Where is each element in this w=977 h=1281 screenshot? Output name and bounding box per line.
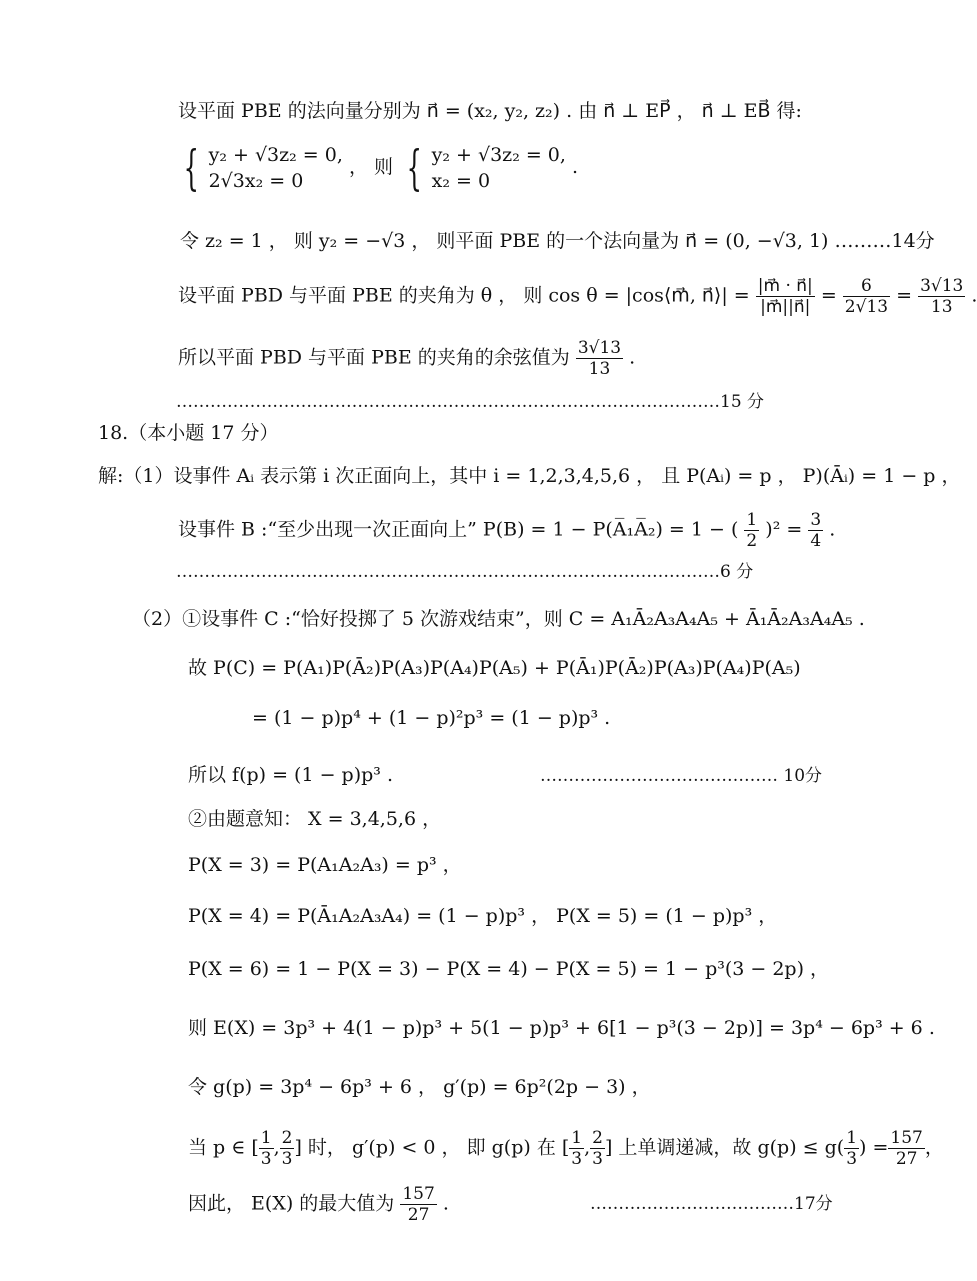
half-fraction [744,510,759,551]
fraction-numerator: 1 [260,1128,272,1148]
event-b-probability [178,510,835,551]
fraction-numerator: |m⃗ · n⃗| [757,276,813,296]
equals-sign: = [896,284,913,307]
conclusion-fraction [576,338,623,379]
g-function: 令 g(p) = 3p⁴ − 6p³ + 6 ， g′(p) = 6p²(2p − 3) ， [188,1076,651,1098]
conclusion-text: 因此， E(X) 的最大值为 [188,1192,395,1215]
score-line-15: ……………………………………………………………………………………15 分 [176,392,765,412]
comma: ， [924,1136,944,1159]
fraction-denominator: 13 [588,359,611,379]
period: . [442,1192,449,1215]
fraction-numerator: 1 [746,510,758,530]
fraction-numerator: 1 [571,1128,583,1148]
normal-vector-result: 令 z₂ = 1 ， 则 y₂ = −√3 ， 则平面 PBE 的一个法向量为 n⃗ = (0, −√3, 1) ………14分 [180,230,935,252]
p-x-4-5: P(X = 4) = P(Ā₁A₂A₃A₄) = (1 − p)p³ ， P(X = 5) = (1 − p)p³ ， [188,905,778,927]
system-1-row-2: 2√3x₂ = 0 [208,170,304,192]
p-c-expansion: 故 P(C) = P(A₁)P(Ā₂)P(A₃)P(A₄)P(A₅) + P(Ā₁)P(Ā₂)P(A₃)P(A₄)P(A₅) [188,657,801,679]
result-fraction [918,276,965,317]
fraction-denominator: 3 [592,1149,603,1169]
system-end: . [572,156,579,178]
monotonic-analysis [188,1128,944,1169]
period: . [629,346,636,369]
system-connector: ， 则 [348,156,393,178]
event-b-text: 设事件 B :“至少出现一次正面向上” P(B) = 1 − P(A̅₁A̅₂) = 1 − ( [178,518,739,541]
x-values: ②由题意知： X = 3,4,5,6 ， [188,808,442,830]
fraction-denominator: 2 [746,531,758,551]
system-2-row-1: y₂ + √3z₂ = 0, [431,144,566,166]
max-value-fraction [400,1184,436,1225]
max-value-conclusion [188,1184,449,1225]
f-p-result: 所以 f(p) = (1 − p)p³ . [188,764,393,786]
p-x-6: P(X = 6) = 1 − P(X = 3) − P(X = 4) − P(X = 5) = 1 − p³(3 − 2p) ， [188,958,830,980]
cosine-formula [178,276,977,317]
fraction-denominator: 27 [895,1149,918,1169]
comma: , [584,1136,591,1159]
dot-product-fraction [756,276,815,317]
period: . [829,518,836,541]
fraction-denominator: 3 [571,1149,583,1169]
three-quarters-fraction [808,510,823,551]
fraction-numerator: 2 [592,1128,603,1148]
period: . [971,284,977,307]
part-2-event-c: （2）①设事件 C :“恰好投掷了 5 次游戏结束”，则 C = A₁Ā₂A₃A₄A₅ + Ā₁Ā₂A₃A₄A₅ . [132,608,865,630]
equals-text: ) = [859,1136,889,1159]
expectation: 则 E(X) = 3p³ + 4(1 − p)p³ + 5(1 − p)p³ + 6[1 − p³(3 − 2p)] = 3p⁴ − 6p³ + 6 . [188,1017,935,1039]
conclusion-text: 所以平面 PBD 与平面 PBE 的夹角的余弦值为 [178,346,570,369]
two-thirds-fraction [280,1128,295,1169]
left-brace-2: { [406,140,422,196]
power-equals: )² = [765,518,803,541]
fraction-denominator: 3 [260,1149,272,1169]
system-1 [209,142,343,194]
fraction-numerator: 3√13 [920,276,964,296]
normal-vector-setup: 设平面 PBE 的法向量分别为 n⃗ = (x₂, y₂, z₂) . 由 n⃗ ⊥ EP⃗ ， n⃗ ⊥ EB⃗ 得: [178,100,802,122]
value-fraction [843,276,890,317]
equation-systems [176,142,578,194]
p-x-3: P(X = 3) = P(A₁A₂A₃) = p³ ， [188,854,462,876]
cosine-formula-lead: 设平面 PBD 与平面 PBE 的夹角为 θ ， 则 cos θ = |cos⟨m⃗, n⃗⟩| = [178,284,750,307]
equals-sign: = [820,284,837,307]
max-fraction [888,1128,924,1169]
one-third-fraction [844,1128,859,1169]
fraction-numerator: 1 [846,1128,858,1148]
system-1-row-1: y₂ + √3z₂ = 0, [208,144,343,166]
fraction-denominator: 3 [846,1149,858,1169]
one-third-fraction [259,1128,274,1169]
score-line-10: …………………………………… 10分 [540,766,823,786]
fraction-denominator: 4 [810,531,822,551]
fraction-numerator: 3√13 [577,338,622,358]
fraction-numerator: 157 [890,1128,923,1148]
question-18-heading: 18.（本小题 17 分） [98,422,279,444]
two-thirds-fraction [590,1128,605,1169]
one-third-fraction [569,1128,584,1169]
fraction-denominator: 13 [930,297,953,317]
p-c-simplified: = (1 − p)p⁴ + (1 − p)²p³ = (1 − p)p³ . [252,707,611,729]
solution-part-1: 解:（1）设事件 Aᵢ 表示第 i 次正面向上，其中 i = 1,2,3,4,5,6 ， 且 P(Aᵢ) = p ， P)(Āᵢ) = 1 − p ， [98,465,961,487]
fraction-numerator: 2 [281,1128,293,1148]
fraction-numerator: 157 [402,1184,435,1204]
interval-open: 当 p ∈ [ [188,1136,259,1159]
cosine-conclusion [178,338,635,379]
fraction-numerator: 6 [843,276,890,297]
score-line-17: ………………………………17分 [590,1194,833,1214]
derivative-text: ] 时， g′(p) < 0 ， 即 g(p) 在 [ [294,1136,570,1159]
left-brace-1: { [183,140,199,196]
decreasing-text: ] 上单调递减，故 g(p) ≤ g( [604,1136,845,1159]
comma: , [273,1136,280,1159]
fraction-numerator: 3 [810,510,822,530]
system-2-row-2: x₂ = 0 [431,170,491,192]
fraction-denominator: 2√13 [844,297,889,317]
system-2 [432,142,566,194]
score-line-6: ……………………………………………………………………………………6 分 [176,562,754,582]
fraction-denominator: 27 [407,1205,430,1225]
fraction-denominator: |m⃗||n⃗| [760,297,811,317]
fraction-denominator: 3 [281,1149,293,1169]
